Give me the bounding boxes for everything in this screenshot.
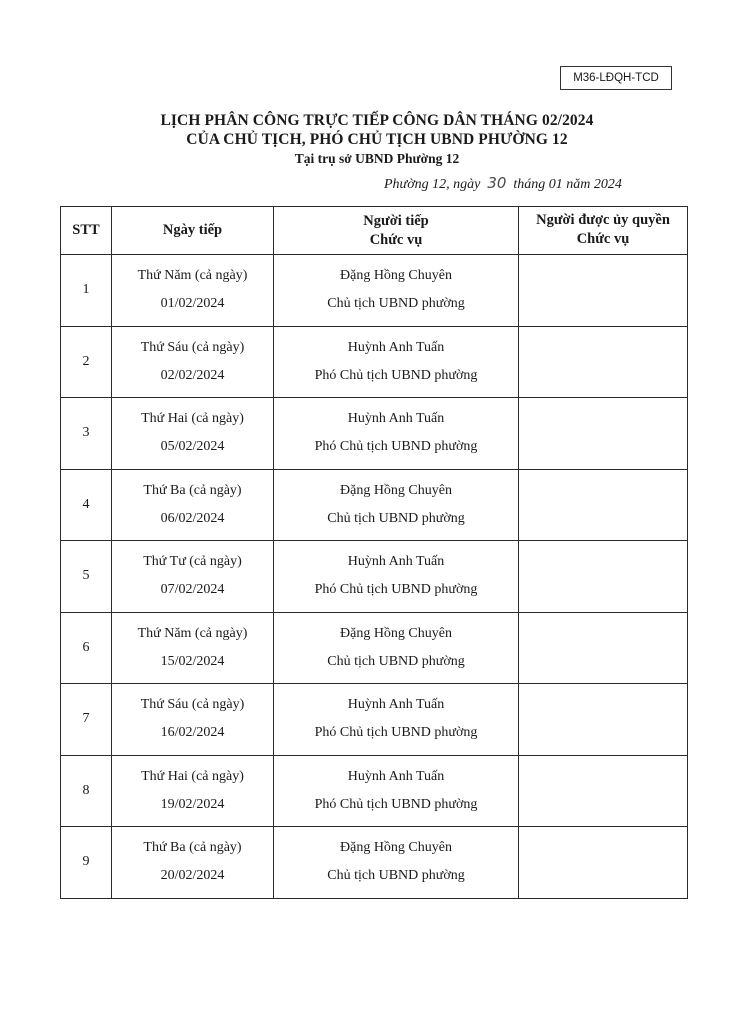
cell-stt: 7 bbox=[61, 684, 112, 756]
document-code-box: M36-LĐQH-TCD bbox=[560, 66, 672, 90]
cell-delegate bbox=[519, 755, 688, 827]
cell-receiver-title: Chủ tịch UBND phường bbox=[327, 653, 465, 669]
table-row bbox=[61, 541, 688, 613]
cell-receiver-name: Đặng Hồng Chuyên bbox=[340, 625, 452, 641]
cell-receiver-name: Huỳnh Anh Tuấn bbox=[347, 339, 445, 355]
cell-weekday: Thứ Ba (cả ngày) bbox=[143, 482, 242, 498]
cell-receiver-name: Đặng Hồng Chuyên bbox=[340, 482, 452, 498]
header-receiver-title: Chức vụ bbox=[369, 231, 423, 248]
document-title-line2: CỦA CHỦ TỊCH, PHÓ CHỦ TỊCH UBND PHƯỜNG 12 bbox=[186, 131, 568, 148]
header-stt: STT bbox=[61, 207, 112, 255]
cell-receiver-name: Huỳnh Anh Tuấn bbox=[347, 697, 445, 713]
cell-weekday: Thứ Hai (cả ngày) bbox=[141, 768, 244, 784]
cell-date bbox=[112, 755, 274, 827]
cell-receiver-name: Huỳnh Anh Tuấn bbox=[347, 768, 445, 784]
table-row bbox=[61, 827, 688, 899]
cell-delegate bbox=[519, 612, 688, 684]
cell-receiver bbox=[274, 827, 519, 899]
cell-receiver-name: Đặng Hồng Chuyên bbox=[340, 840, 452, 856]
cell-weekday: Thứ Ba (cả ngày) bbox=[143, 840, 242, 856]
table-row bbox=[61, 326, 688, 398]
cell-date bbox=[112, 827, 274, 899]
cell-date-value: 20/02/2024 bbox=[160, 868, 225, 884]
cell-receiver-title: Phó Chủ tịch UBND phường bbox=[314, 796, 478, 812]
cell-date bbox=[112, 255, 274, 327]
cell-receiver-title: Phó Chủ tịch UBND phường bbox=[314, 439, 478, 455]
cell-date bbox=[112, 326, 274, 398]
cell-receiver-title: Chủ tịch UBND phường bbox=[327, 296, 465, 312]
cell-receiver-title: Phó Chủ tịch UBND phường bbox=[314, 582, 478, 598]
cell-receiver-title: Phó Chủ tịch UBND phường bbox=[314, 367, 478, 383]
cell-date-value: 07/02/2024 bbox=[160, 582, 225, 598]
table-row bbox=[61, 469, 688, 541]
table-header-row bbox=[61, 207, 688, 255]
dateline-prefix: Phường 12, ngày bbox=[384, 177, 481, 192]
cell-date bbox=[112, 398, 274, 470]
cell-weekday: Thứ Năm (cả ngày) bbox=[137, 625, 248, 641]
cell-receiver bbox=[274, 255, 519, 327]
header-delegate-name: Người được ủy quyền bbox=[536, 212, 670, 228]
cell-receiver-title: Chủ tịch UBND phường bbox=[327, 868, 465, 884]
cell-date-value: 01/02/2024 bbox=[160, 296, 225, 312]
cell-date-value: 06/02/2024 bbox=[160, 510, 225, 526]
cell-weekday: Thứ Sáu (cả ngày) bbox=[140, 697, 245, 713]
cell-delegate bbox=[519, 541, 688, 613]
cell-date bbox=[112, 684, 274, 756]
cell-date-value: 15/02/2024 bbox=[160, 653, 225, 669]
cell-receiver-name: Huỳnh Anh Tuấn bbox=[347, 411, 445, 427]
header-date: Ngày tiếp bbox=[112, 207, 274, 255]
document-subtitle: Tại trụ sở UBND Phường 12 bbox=[294, 151, 460, 166]
table-row bbox=[61, 255, 688, 327]
document-title-line1: LỊCH PHÂN CÔNG TRỰC TIẾP CÔNG DÂN THÁNG 02/2024 bbox=[160, 112, 594, 129]
cell-stt: 8 bbox=[61, 755, 112, 827]
cell-date-value: 05/02/2024 bbox=[160, 439, 225, 455]
cell-delegate bbox=[519, 255, 688, 327]
cell-stt: 1 bbox=[61, 255, 112, 327]
dateline-day-handwritten: 30 bbox=[487, 174, 507, 192]
cell-delegate bbox=[519, 684, 688, 756]
cell-date bbox=[112, 612, 274, 684]
cell-delegate bbox=[519, 827, 688, 899]
table-row bbox=[61, 755, 688, 827]
cell-receiver bbox=[274, 326, 519, 398]
cell-receiver bbox=[274, 684, 519, 756]
cell-receiver-name: Huỳnh Anh Tuấn bbox=[347, 554, 445, 570]
cell-receiver bbox=[274, 612, 519, 684]
cell-receiver bbox=[274, 541, 519, 613]
cell-date-value: 19/02/2024 bbox=[160, 796, 225, 812]
cell-receiver bbox=[274, 755, 519, 827]
cell-stt: 6 bbox=[61, 612, 112, 684]
schedule-table bbox=[60, 206, 688, 899]
cell-weekday: Thứ Năm (cả ngày) bbox=[137, 268, 248, 284]
cell-weekday: Thứ Sáu (cả ngày) bbox=[140, 339, 245, 355]
header-delegate-title: Chức vụ bbox=[576, 231, 630, 247]
cell-stt: 2 bbox=[61, 326, 112, 398]
cell-stt: 3 bbox=[61, 398, 112, 470]
cell-receiver-title: Chủ tịch UBND phường bbox=[327, 510, 465, 526]
cell-receiver bbox=[274, 398, 519, 470]
table-row bbox=[61, 398, 688, 470]
cell-stt: 5 bbox=[61, 541, 112, 613]
cell-weekday: Thứ Hai (cả ngày) bbox=[141, 411, 244, 427]
cell-date bbox=[112, 541, 274, 613]
cell-stt: 9 bbox=[61, 827, 112, 899]
cell-receiver bbox=[274, 469, 519, 541]
cell-receiver-name: Đặng Hồng Chuyên bbox=[340, 268, 452, 284]
table-row bbox=[61, 612, 688, 684]
cell-stt: 4 bbox=[61, 469, 112, 541]
cell-delegate bbox=[519, 326, 688, 398]
cell-date bbox=[112, 469, 274, 541]
cell-delegate bbox=[519, 469, 688, 541]
header-receiver-name: Người tiếp bbox=[363, 212, 429, 229]
cell-receiver-title: Phó Chủ tịch UBND phường bbox=[314, 725, 478, 741]
dateline bbox=[384, 174, 622, 193]
cell-weekday: Thứ Tư (cả ngày) bbox=[143, 554, 242, 570]
cell-delegate bbox=[519, 398, 688, 470]
table-row bbox=[61, 684, 688, 756]
dateline-suffix: tháng 01 năm 2024 bbox=[513, 177, 622, 192]
header-delegate bbox=[519, 207, 688, 255]
header-receiver bbox=[274, 207, 519, 255]
cell-date-value: 02/02/2024 bbox=[160, 367, 225, 383]
cell-date-value: 16/02/2024 bbox=[160, 725, 225, 741]
